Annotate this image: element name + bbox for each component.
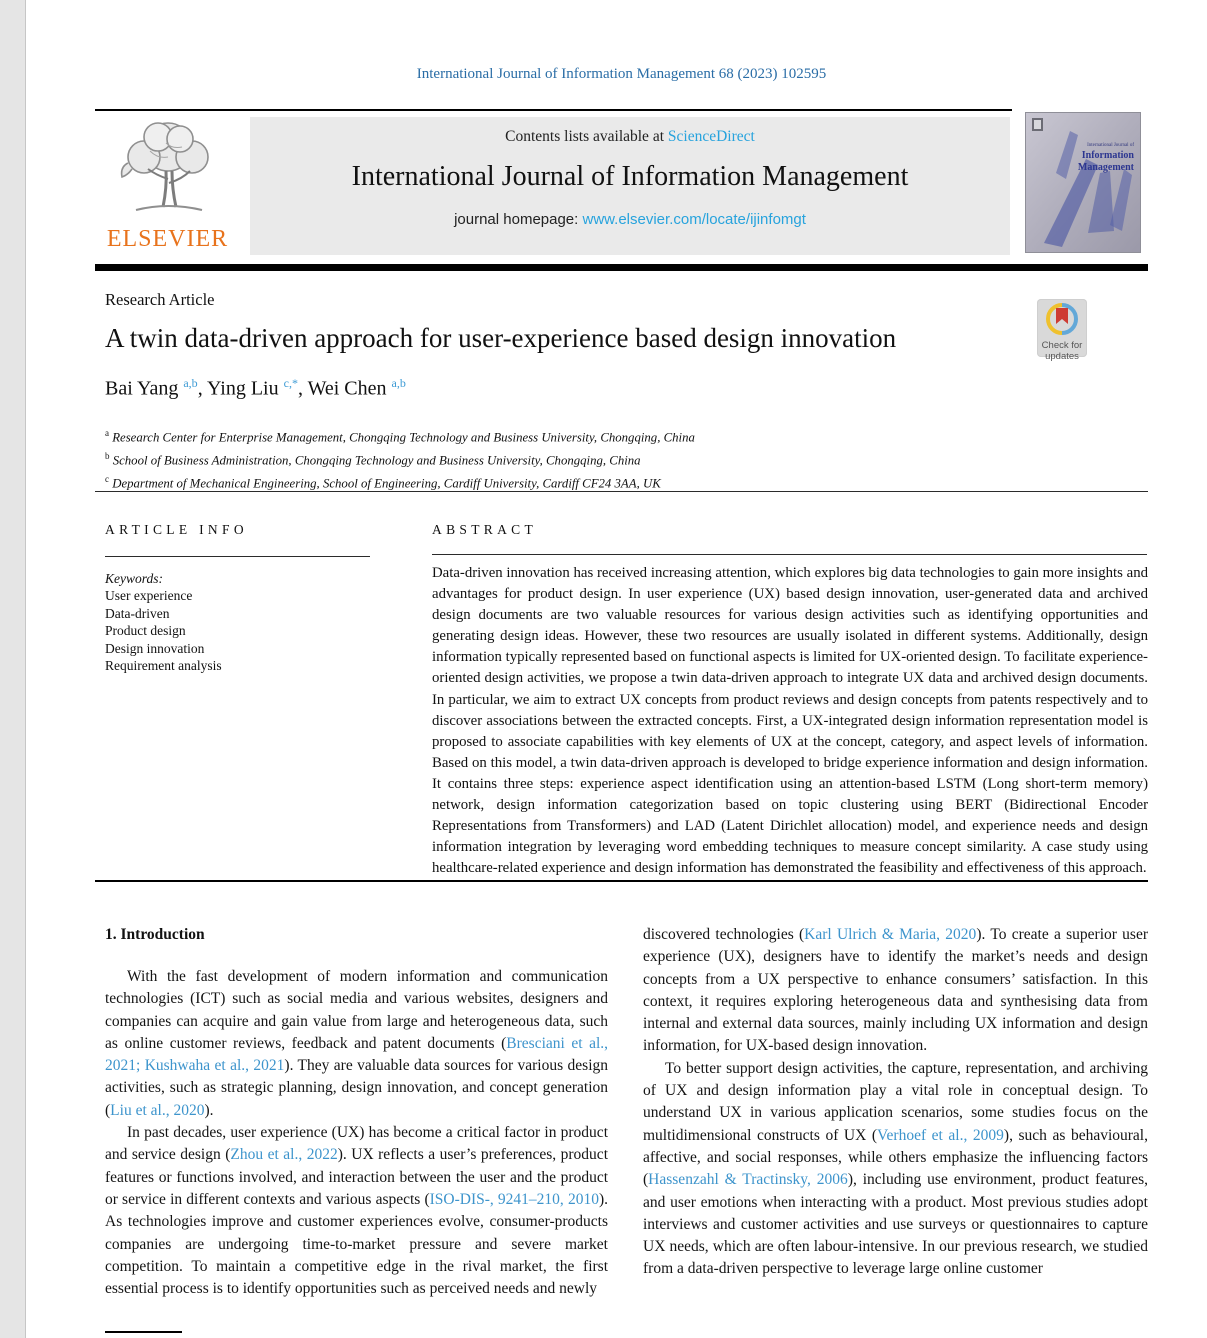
divider-rule [95, 491, 1148, 492]
masthead-top-rule [95, 109, 1012, 111]
affiliation-sup: a [105, 428, 109, 438]
body-paragraph [643, 1058, 1148, 1281]
citation-link[interactable]: ISO-DIS-, 9241–210, 2010 [429, 1190, 599, 1208]
paper-title: A twin data-driven approach for user-experience based design innovation [105, 323, 897, 353]
masthead-bottom-rule [95, 264, 1148, 271]
keywords-block [105, 570, 222, 674]
citation-link[interactable]: Zhou et al., 2022 [230, 1146, 338, 1164]
text-run: ). [204, 1101, 214, 1119]
sciencedirect-link[interactable]: ScienceDirect [667, 128, 755, 145]
footnote-rule [105, 1331, 182, 1333]
homepage-url-link[interactable]: www.elsevier.com/locate/ijinfomgt [582, 211, 806, 228]
text-run: ), such as behavioural, affective, and social responses, while others emphasize the influencing factors ( [643, 1126, 1148, 1189]
affiliation-sup: c [105, 473, 109, 484]
affiliation-row [105, 447, 695, 470]
crossmark-icon [1045, 302, 1079, 336]
journal-cover-thumbnail [1025, 112, 1141, 253]
text-run: To better support design activities, the capture, representation, and archiving of UX and design information play a vital role in conceptual design. To understand UX in various application scenarios, some studies focus on the multidimensional constructs of UX ( [643, 1059, 1148, 1144]
body-paragraph [105, 966, 608, 1122]
keyword-item: Requirement analysis [105, 658, 222, 674]
affiliation-text: Research Center for Enterprise Management, Chongqing Technology and Business University, Chongqing, China [109, 430, 695, 445]
article-type-label: Research Article [105, 290, 215, 309]
abstract-end-rule [95, 880, 1148, 882]
cover-art [1026, 113, 1140, 252]
elsevier-wordmark: ELSEVIER [106, 226, 229, 252]
check-updates-text-1: Check for [1041, 340, 1083, 351]
journal-title: International Journal of Information Management [351, 161, 909, 192]
abstract-heading: ABSTRACT [432, 522, 538, 537]
elsevier-logo [100, 117, 235, 255]
homepage-line [250, 211, 1010, 228]
cover-title-line2: Management [1077, 162, 1134, 173]
citation-link[interactable]: Karl Ulrich & Maria, 2020 [804, 926, 977, 943]
affiliation-sup: b [105, 450, 110, 461]
journal-banner [250, 117, 1010, 255]
text-run: , Wei Chen [297, 377, 392, 400]
article-info-heading: ARTICLE INFO [105, 522, 248, 537]
text-run: In past decades, user experience (UX) has become a critical factor in product and service design ( [105, 1124, 608, 1164]
body-paragraph [105, 1122, 608, 1300]
cover-title-line1: Information [1081, 150, 1134, 161]
keywords-label: Keywords: [105, 571, 163, 586]
page-edge-strip [0, 0, 26, 1338]
body-column-left [105, 966, 608, 1300]
citation-link[interactable]: Bresciani et al., 2021; Kushwaha et al., 2021 [105, 1034, 609, 1075]
homepage-prefix: journal homepage: [454, 211, 583, 228]
keyword-item: User experience [105, 588, 193, 604]
check-updates-text-2: updates [1045, 350, 1079, 362]
keyword-item: Product design [105, 623, 186, 639]
body-column-right [643, 924, 1148, 1281]
author-superscript: a,b [391, 376, 406, 390]
abstract-rule [432, 554, 1147, 555]
text-run: , Ying Liu [197, 377, 284, 400]
keyword-item: Data-driven [105, 605, 170, 621]
author-superscript: c,* [283, 376, 298, 390]
citation-link[interactable]: Verhoef et al., 2009 [877, 1126, 1004, 1144]
citation-link[interactable]: Liu et al., 2020 [110, 1101, 205, 1119]
text-run: ). They are valuable data sources for various design activities, such as strategic planning, design innovation, and concept generation ( [105, 1057, 608, 1119]
contents-line [250, 128, 1010, 146]
text-run: With the fast development of modern information and communication technologies (ICT) such as social media and various websites, designers and companies can acquire and gain value from large and heterogeneous data, such as online customer reviews, feedback and patent documents ( [105, 968, 608, 1052]
article-info-rule [105, 556, 370, 557]
affiliation-text: School of Business Administration, Chongqing Technology and Business University, Chongqing, China [109, 453, 641, 468]
cover-small-title: International Journal of [1087, 143, 1134, 148]
affiliations [105, 424, 695, 492]
elsevier-tree-icon [108, 117, 228, 225]
section-heading-introduction: 1. Introduction [105, 926, 205, 943]
contents-prefix: Contents lists available at [505, 128, 668, 145]
text-run: Bai Yang [105, 377, 184, 400]
author-superscript: a,b [183, 376, 198, 390]
check-for-updates-badge[interactable] [1037, 299, 1087, 362]
running-head-citation: International Journal of Information Management 68 (2023) 102595 [416, 66, 827, 82]
affiliation-text: Department of Mechanical Engineering, School of Engineering, Cardiff University, Cardiff CF24 3AA, UK [109, 475, 661, 490]
text-run: ), including use environment, product features, and user emotions when interacting with a product. Most previous studies adopt interviews and customer activities and use surveys or questionnaires to capture UX needs, which are often labour-intensive. In our previous research, we studied from a data-driven perspective to leverage large online customer [643, 1171, 1148, 1278]
text-run: ). As technologies improve and customer experiences evolve, consumer-products companies are undergoing time-to-market pressure and severe market competition. To maintain a competitive edge in the rival market, the first essential process is to identify opportunities such as perceived needs and newly [105, 1190, 608, 1298]
body-paragraph [643, 924, 1148, 1058]
abstract-text: Data-driven innovation has received increasing attention, which explores big data technologies to gain more insights and advantages for product design. In user experience (UX) based design innovation, user-generated data and archived design documents are two valuable resources for various design activities such as identifying opportunities and generating design ideas. However, these two resources are usually isolated in different systems. Additionally, design information typically represented based on functional aspects is limited for UX-oriented design. To facilitate experience-oriented design activities, we propose a twin data-driven approach to integrate UX data and archived design documents. In particular, we aim to extract UX concepts from product reviews and design concepts from patents respectively and to discover associations between the extracted concepts. First, a UX-integrated design information representation model is proposed to associate capabilities with key elements of UX at the concept, category, and aspect levels of information. Based on this model, a twin data-driven approach is developed to bridge experience information and design information. It contains three steps: experience aspect identification using an attention-based LSTM (Long short-term memory) network, design information categorization based on topic clustering using BERT (Bidirectional Encoder Representations from Transformers) and LAD (Latent Dirichlet allocation) model, and experience needs and design information integration by leveraging word embedding techniques to measure concept similarity. A case study using healthcare-related experience and design information has demonstrated the feasibility and effectiveness of this approach. [432, 565, 1148, 877]
text-run: ). UX reflects a user’s preferences, product features or functions involved, and interaction between the user and the product or service in different contexts and various aspects ( [105, 1146, 608, 1208]
author-line [105, 376, 406, 401]
text-run: discovered technologies ( [643, 926, 805, 943]
affiliation-row [105, 470, 695, 493]
keyword-item: Design innovation [105, 640, 205, 656]
affiliation-row [105, 424, 695, 447]
text-run: ). To create a superior user experience (UX), designers have to identify the market’s needs and design concepts from a UX perspective to enhance consumers’ satisfaction. In this context, it requires exploring heterogeneous data and synthesising data from internal and external data sources, mainly including UX information and design information, for UX-based design innovation. [643, 926, 1148, 1055]
citation-link[interactable]: Hassenzahl & Tractinsky, 2006 [648, 1171, 848, 1189]
